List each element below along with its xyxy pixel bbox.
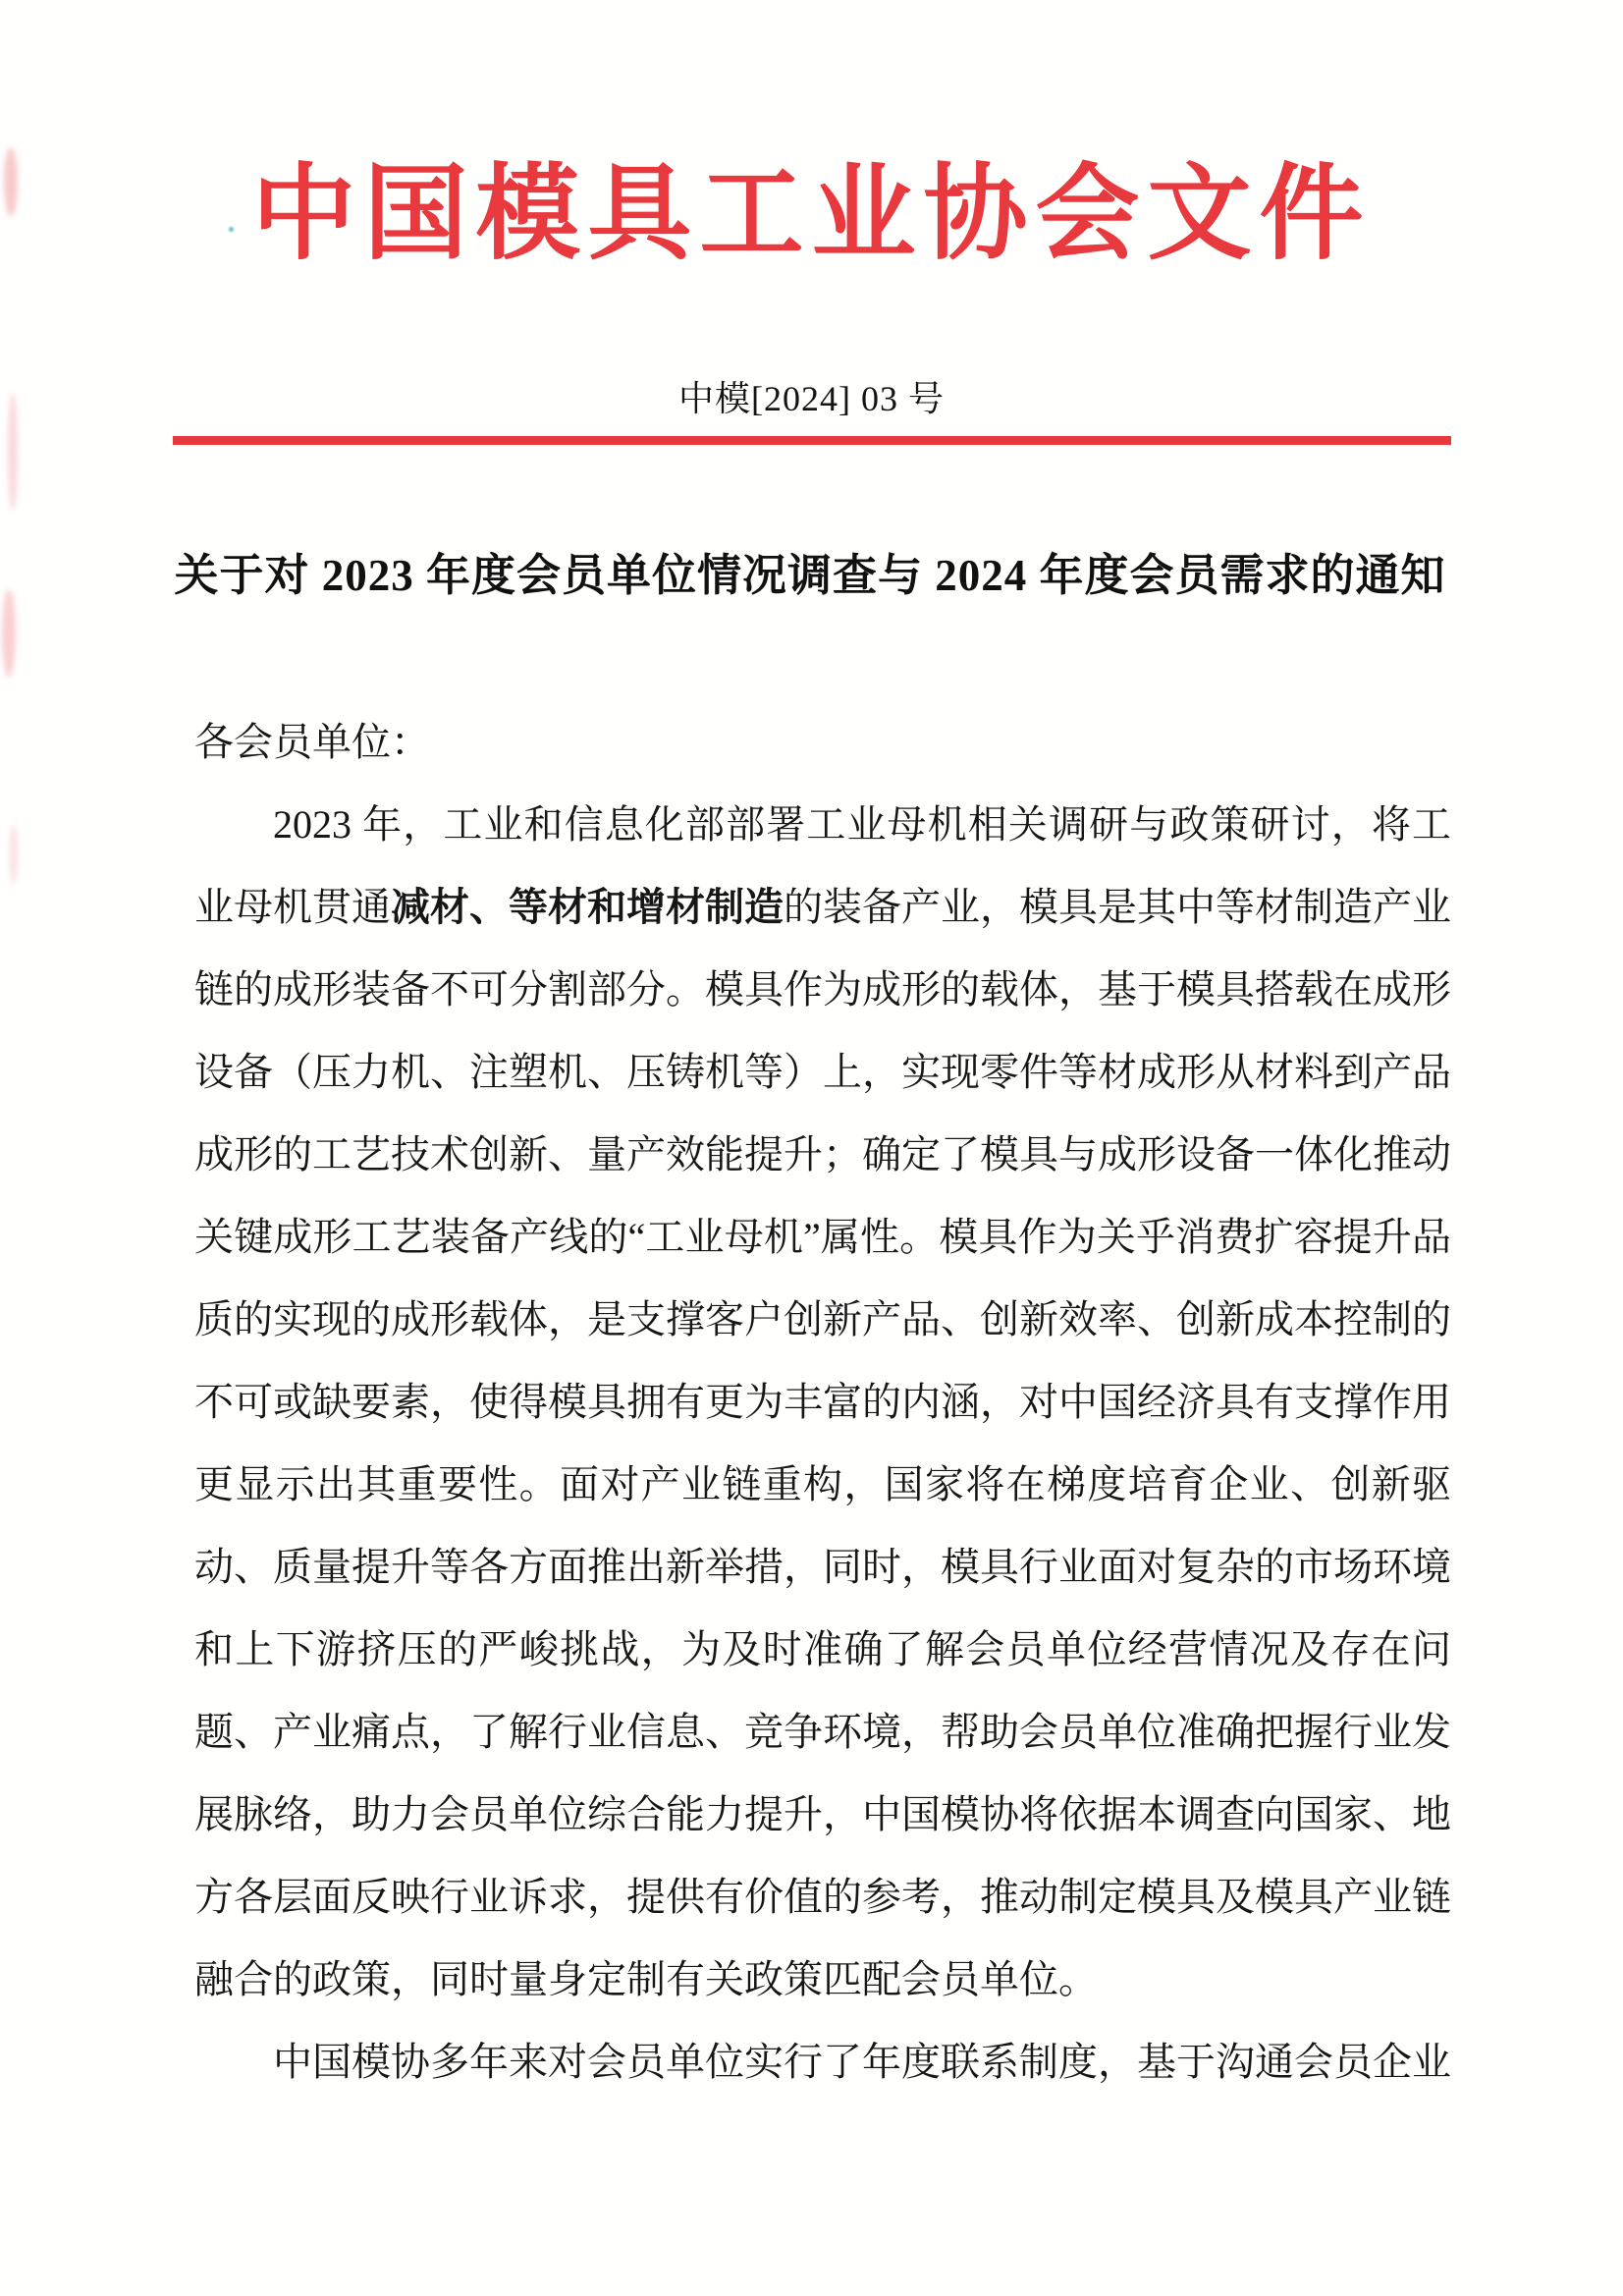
paragraph-1 [194,784,1451,2021]
paragraph-2: 中国模协多年来对会员单位实行了年度联系制度，基于沟通会员企业 [273,2040,1451,2084]
paragraph-1-bold-phrase: 减材、等材和增材制造 [391,885,784,929]
document-body [194,701,1451,2104]
letterhead-org-title: 中国模具工业协会文件 [251,157,1372,272]
notice-title: 关于对 2023 年度会员单位情况调查与 2024 年度会员需求的通知 [174,551,1446,600]
salutation-line: 各会员单位： [194,720,430,764]
paragraph-1-text-start: 2023 年，工业和信息化部部署工业母机相关调研与政策研讨，将工业母机贯通 [194,802,1451,929]
letterhead-red-rule [173,436,1451,445]
paragraph-1-text-end: 的装备产业，模具是其中等材制造产业链的成形装备不可分割部分。模具作为成形的载体，基于模具搭载在成形设备（压力机、注塑机、压铸机等）上，实现零件等材成形从材料到产品成形的工艺技术创新、量产效能提升；确定了模具与成形设备一体化推动关键成形工艺装备产线的“工业母机”属性。模具作为关乎消费扩容提升品质的实现的成形载体，是支撑客户创新产品、创新效率、创新成本控制的不可或缺要素，使得模具拥有更为丰富的内涵，对中国经济具有支撑作用更显示出其重要性。面对产业链重构，国家将在梯度培育企业、创新驱动、质量提升等各方面推出新举措，同时，模具行业面对复杂的市场环境和上下游挤压的严峻挑战，为及时准确了解会员单位经营情况及存在问题、产业痛点，了解行业信息、竞争环境，帮助会员单位准确把握行业发展脉络，助力会员单位综合能力提升，中国模协将依据本调查向国家、地方各层面反映行业诉求，提供有价值的参考，推动制定模具及模具产业链融合的政策，同时量身定制有关政策匹配会员单位。 [194,885,1451,2001]
doc-reference-number: 中模[2024] 03 号 [678,379,945,418]
scan-artifact [10,825,18,884]
scan-artifact [2,589,16,678]
